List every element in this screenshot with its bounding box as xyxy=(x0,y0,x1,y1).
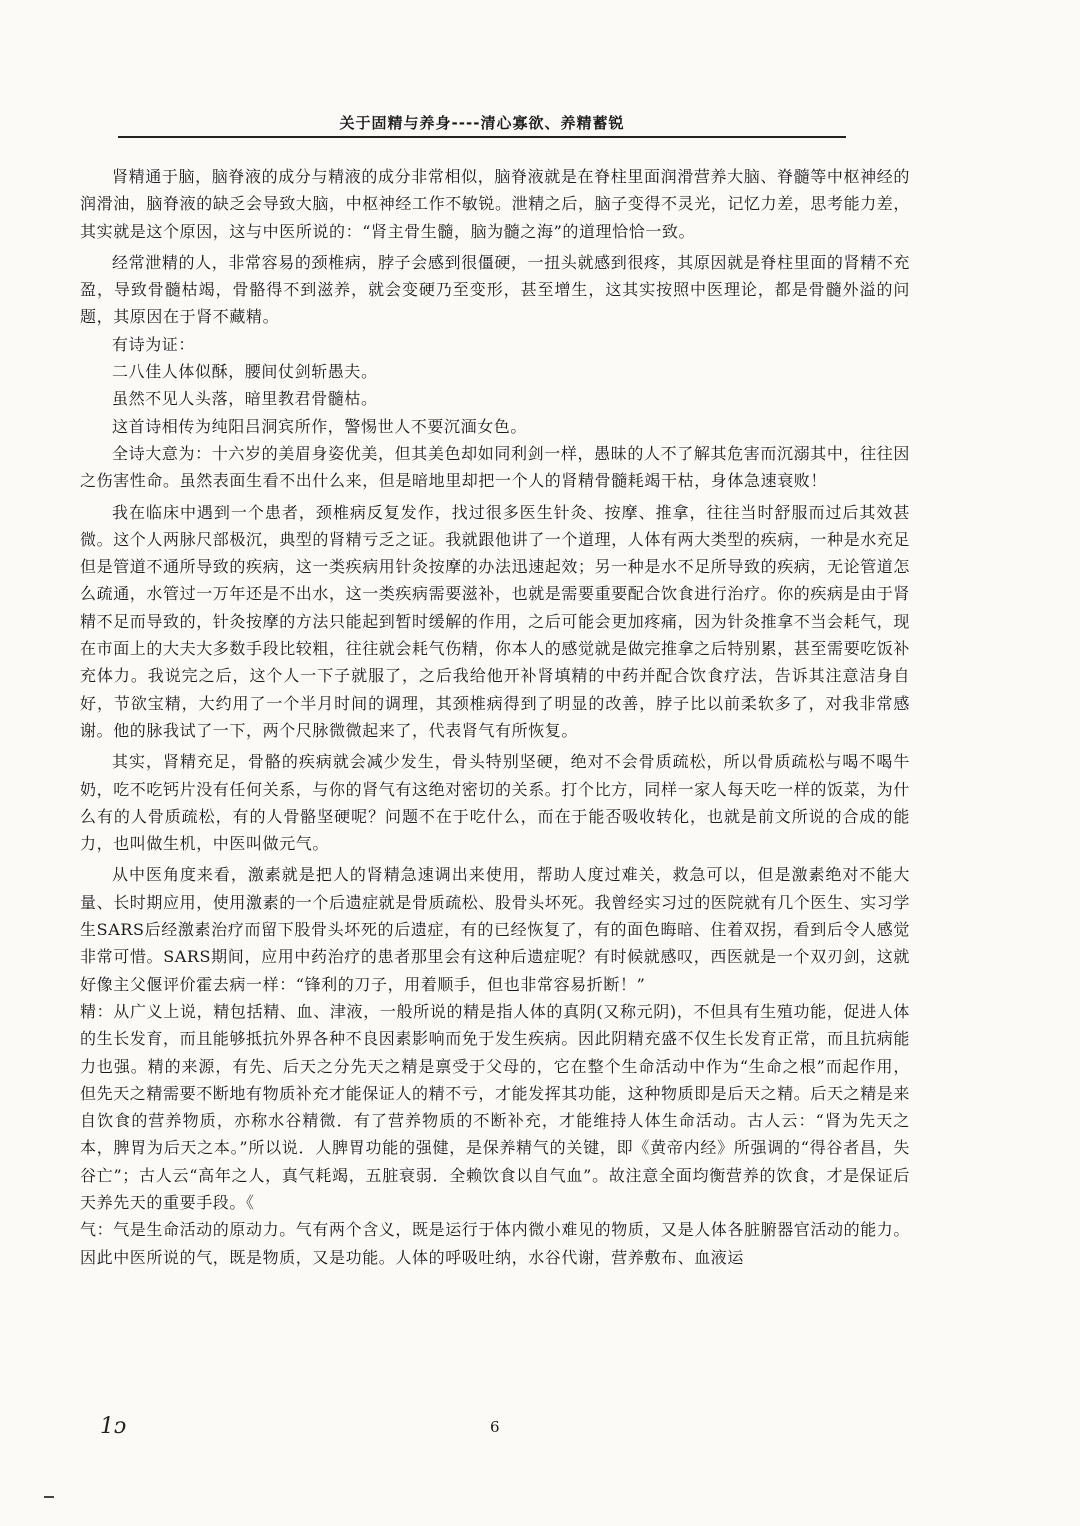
paragraph-bones: 其实，肾精充足，骨骼的疾病就会减少发生，骨头特别坚硬，绝对不会骨质疏松，所以骨质疏松与喝不喝牛奶，吃不吃钙片没有任何关系，与你的肾气有这绝对密切的关系。打个比方，同样一家人每天吃一样的饭菜，为什么有的人骨质疏松，有的人骨骼坚硬呢？问题不在于吃什么，而在于能否吸收转化，也就是前文所说的合成的能力，也叫做生机，中医叫做元气。 xyxy=(80,752,911,854)
paragraph-brain: 肾精通于脑，脑脊液的成分与精液的成分非常相似，脑脊液就是在脊柱里面润滑营养大脑、脊髓等中枢神经的润滑油，脑脊液的缺乏会导致大脑，中枢神经工作不敏锐。泄精之后，脑子变得不灵光，记忆力差，思考能力差，其实就是这个原因，这与中医所说的：“肾主骨生髓，脑为髓之海”的道理恰恰一致。 xyxy=(80,167,911,241)
poem-intro: 有诗为证： xyxy=(112,334,196,354)
poem-meaning: 全诗大意为：十六岁的美眉身姿优美，但其美色却如同利剑一样，愚昧的人不了解其危害而沉溺其中，往往因之伤害性命。虽然表面生看不出什么来，但是暗地里却把一个人的肾精骨髓耗竭干枯，身体急速衰败！ xyxy=(80,443,910,491)
scan-corner-mark xyxy=(44,1496,54,1504)
poem-line-2: 虽然不见人头落，暗里教君骨髓枯。 xyxy=(112,389,378,409)
paragraph-neck: 经常泄精的人，非常容易的颈椎病，脖子会感到很僵硬，一扭头就感到很疼，其原因就是脊柱里面的肾精不充盈，导致骨髓枯竭，骨骼得不到滋养，就会变硬乃至变形，甚至增生，这其实按照中医理论，都是骨髓外溢的问题，其原因在于肾不藏精。 xyxy=(80,252,910,327)
header-divider xyxy=(118,136,846,138)
paragraph-hormones: 从中医角度来看，激素就是把人的肾精急速调出来使用，帮助人度过难关，救急可以，但是激素绝对不能大量、长时期应用，使用激素的一个后遗症就是骨质疏松、股骨头坏死。我曾经实习过的医院就有几个医生、实习学生SARS后经激素治疗而留下股骨头坏死的后遗症，有的已经恢复了，有的面色晦暗、住着双拐，看到后令人感觉非常可惜。SARS期间，应用中药治疗的患者那里会有这种后遗症呢？有时候就感叹，西医就是一个双刃剑，这就好像主父偃评价霍去病一样：“锋利的刀子，用着顺手，但也非常容易折断！” xyxy=(80,865,911,994)
paragraph-clinical-case: 我在临床中遇到一个患者，颈椎病反复发作，找过很多医生针灸、按摩、推拿，往往当时舒服而过后其效甚微。这个人两脉尺部极沉，典型的肾精亏乏之证。我就跟他讲了一个道理，人体有两大类型的疾病，一种是水充足但是管道不通所导致的疾病，这一类疾病用针灸按摩的办法迅速起效；另一种是水不足所导致的疾病，无论管道怎么疏通，水管过一万年还是不出水，这一类疾病需要滋补，也就是需要重要配合饮食进行治疗。你的疾病是由于肾精不足而导致的，针灸按摩的方法只能起到暂时缓解的作用，之后可能会更加疼痛，因为针灸推拿不当会耗气，现在市面上的大夫大多数手段比较粗，往往就会耗气伤精，你本人的感觉就是做完推拿之后特别累，甚至需要吃饭补充体力。我说完之后，这个人一下子就服了，之后我给他开补肾填精的中药并配合饮食疗法，告诉其注意洁身自好，节欲宝精，大约用了一个半月时间的调理，其颈椎病得到了明显的改善，脖子比以前柔软多了，对我非常感谢。他的脉我试了一下，两个尺脉微微起来了，代表肾气有所恢复。 xyxy=(80,502,911,740)
page-header-title: 关于固精与养身----清心寡欲、养精蓄锐 xyxy=(339,114,625,132)
paragraph-qi-definition: 气：气是生命活动的原动力。气有两个含义，既是运行于体内微小难见的物质，又是人体各脏腑器官活动的能力。因此中医所说的气，既是物质，又是功能。人体的呼吸吐纳，水谷代谢，营养敷布、血液运 xyxy=(80,1220,911,1267)
body-text xyxy=(80,163,910,1271)
poem-line-1: 二八佳人体似酥，腰间仗剑斩愚夫。 xyxy=(112,362,378,382)
poem-attribution: 这首诗相传为纯阳吕洞宾所作，警惕世人不要沉湎女色。 xyxy=(112,416,528,436)
handwritten-mark: 1ᴐ xyxy=(100,1414,127,1439)
paragraph-jing-definition: 精：从广义上说，精包括精、血、津液，一般所说的精是指人体的真阴(又称元阴)，不但具有生殖功能，促进人体的生长发育，而且能够抵抗外界各种不良因素影响而免于发生疾病。因此阴精充盛不仅生长发育正常，而且抗病能力也强。精的来源，有先、后天之分先天之精是禀受于父母的，它在整个生命活动中作为“生命之根”而起作用，但先天之精需要不断地有物质补充才能保证人的精不亏，才能发挥其功能，这种物质即是后天之精。后天之精是来自饮食的营养物质，亦称水谷精微．有了营养物质的不断补充，才能维持人体生命活动。古人云：“肾为先天之本，脾胃为后天之本。”所以说．人脾胃功能的强健，是保养精气的关键，即《黄帝内经》所强调的“得谷者昌，失谷亡”；古人云“高年之人，真气耗竭，五脏衰弱．全赖饮食以自气血”。故注意全面均衡营养的饮食，才是保证后天养先天的重要手段。《 xyxy=(80,1001,911,1212)
page-number: 6 xyxy=(490,1418,500,1436)
